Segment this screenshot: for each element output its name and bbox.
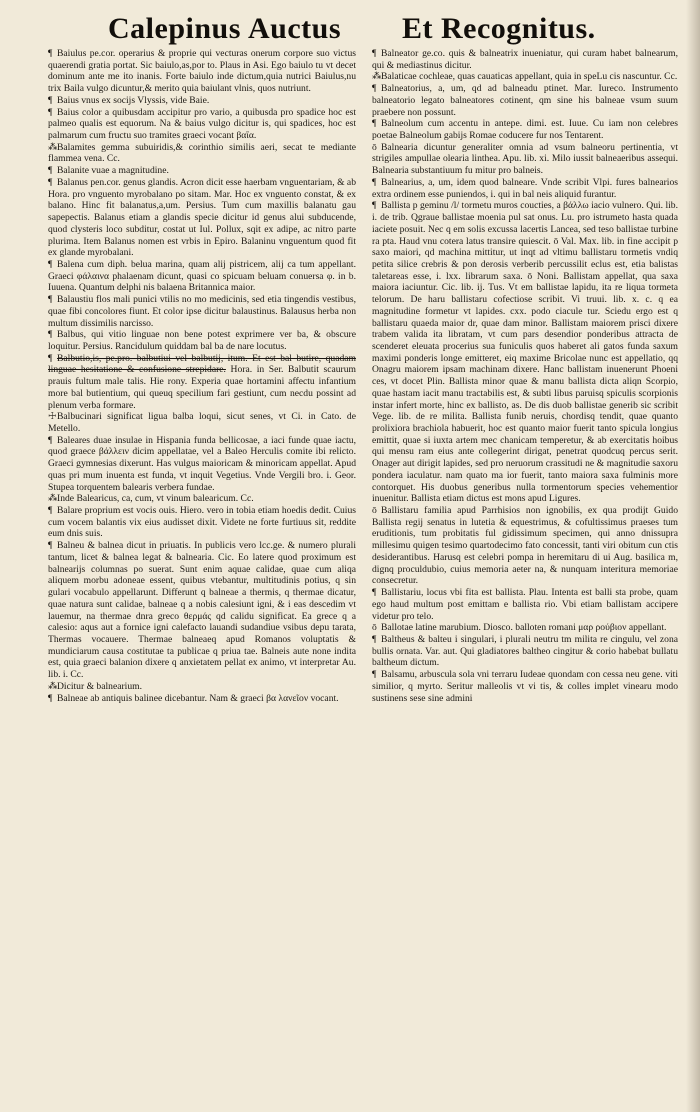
entry-text: Inde Balearicus, ca, cum, vt vinum balearicum. Cc. bbox=[57, 493, 254, 505]
entry-text: Balare proprium est vocis ouis. Hiero. vero in tobia etiam hoedis dedit. Cuius cum vocem balantis vix eius audisset dixit. Videte ne forte furtiuus sit, reddite eum dnis suis. bbox=[48, 505, 356, 540]
paragraph-mark-icon: ¶ bbox=[48, 540, 53, 552]
entry-text: Balneolum cum accentu in antepe. dimi. est. Iuue. Cu iam non celebres poetae Balneolum gabijs Romae coducere fur nos Tentarent. bbox=[372, 118, 678, 142]
entry-text: Balanus pen.cor. genus glandis. Acron dicit esse haerbam vnguentariam, & ab Hora. pro vnguento myrobalano po sitam. Mar. Hoc ex vnguento constat, & ex balano. Hinc fit balanatus,a,um. Persius. Tum cum maxillis balanatu gau sapepectis. Balanus etiam a glandis specie dicitur id genus alui subducende, quod clysteris loco subditur, costat ut Iul. Pollux, sqit ex adipe, ac nitro parte plurima. Item Balanus nomen est vrbis in Epiro. Balaninu vnguentum quod fit ex glande myrobalani. bbox=[48, 176, 356, 259]
dictionary-entry bbox=[48, 107, 356, 142]
entry-text: Balaustiu flos mali punici vtilis no mo medicinis, sed etia tingendis vestibus, quae fibi concolores fiunt. Et color ipse dicitur balaustinus. Balausus herba non multum dissimilis narcisso. bbox=[48, 294, 356, 329]
paragraph-mark-icon: ¶ bbox=[48, 692, 53, 704]
header-word-recognitus: Et Recognitus. bbox=[402, 12, 596, 45]
entry-text: Balbucinari significat ligua balba loqui, sicut senes, vt Ci. in Cato. de Metello. bbox=[48, 411, 356, 434]
entry-text: Balaticae cochleae, quas cauaticas appellant, quia in speLu cis nascuntur. Cc. bbox=[381, 71, 678, 83]
paragraph-mark-icon: ō bbox=[372, 141, 377, 153]
entry-text: Baius color a quibusdam accipitur pro vario, a quibusda pro spadice hoc est palmeo qualis est equorum. Na & baius vulgo dicitur is, qui spadices, hoc est palmarum cum fructu suo tramites graeci vocant βαΐα. bbox=[48, 106, 356, 142]
dictionary-entry bbox=[48, 540, 356, 681]
entry-text: Baius vnus ex socijs Vlyssis, vide Baie. bbox=[57, 94, 210, 106]
entry-text: Balneu & balnea dicut in priuatis. In publicis vero lcc.ge. & numero plurali tantum, licet & balnea legat & balnearia. Cic. Eo latere quod proximum est balnearijs columnas po suerat. Sunt enim aquae calidae, quae cum aliqa aliquem morbu adoneae essent, quibus vtebantur, multitudinis potius, q sin gulari vocabulo appellarunt. Differunt q balneae a thermis, q thermae dicatur, quae natura sunt calidae, balneae q a nobis calesiunt igni, & i eas descedim vt lauemur, na thermae dnra greco θερμάς qd calidu significat. Ea grece q a calesio: aqus aut a fornice igni calefacto lauandi sudandiue vsibus depu tarata, Thermas vocauere. Thermae balneaeq apud Romanos voluptatis & mundiciarum causa costitutae ta publicae q priua tae. Balneis aute none indita est, quia graeci balanion dixere q anxietatem pellat ex animo, vt interpretar Au. lib. i. Cc. bbox=[48, 540, 356, 681]
entry-text: Balneae ab antiquis balinee dicebantur. Nam & graeci βα λανεῖον vocant. bbox=[57, 692, 339, 704]
dictionary-entry bbox=[372, 634, 678, 669]
paragraph-mark-icon: ¶ bbox=[48, 94, 53, 106]
paragraph-mark-icon: ō bbox=[372, 505, 377, 517]
dictionary-entry bbox=[372, 177, 678, 200]
paragraph-mark-icon: ¶ bbox=[48, 505, 53, 517]
dictionary-entry bbox=[372, 622, 678, 634]
dictionary-entry bbox=[48, 493, 356, 505]
paragraph-mark-icon: ō bbox=[372, 622, 377, 634]
paragraph-mark-icon: ¶ bbox=[372, 48, 377, 59]
dictionary-entry bbox=[48, 435, 356, 494]
paragraph-mark-icon: ⁂ bbox=[48, 493, 58, 505]
header-word-auctus: Auctus bbox=[248, 12, 342, 45]
entry-text: Ballista p geminu /l/ tormetu muros coucties, a βάλλω iacio vulnero. Qui. lib. i. de trib. Qgraue ballistae moenia pul sat onus. Lu. pro istrumeto hasta quada iaciete posuit. Nec q em solis excussa lacertis Lancea, sed teso ballistae turbine ra pta. Haud vnu cotera latus transire quiescit. ō Val. Max. lib. in fine accipit p saxo maiori, qd machina mittitur, ut inqt ad vltimu ballistaru tormetis vndiq petita silice crebris & pon derosis verberib percussilit eclus est, etia balistas taletareas esse, i. lxx. librarum saxa. ō Noni. Ballistam appellat, qua saxa maiora iaciuntur. Cic. lib. ij. Tus. Vt em ballistae lapidu, ita re liqua tormeta telorum. De haru ballistaru cofectiose scribit. Vi truui. lib. x. c. q ea magnitudine formetur vt lapides. cxx. podo ciacule tur. Sciedu ergo est q ballistaru quaeda maior dr, quae dam minor. Ballistam maiorem prisci dixere trabem valida ita libratam, vt cum pars desendior ponderibus attracta de scenderet eleuata procerius sua funiculis quos haberet ali gatos funda saxum maximi ponderis longe emitteret, eiq maxime Bricolae nunc est appellatio, qq Onagru maiorem ipsam machinam dixere. Hanc ballistam inuenerunt Phoeni ces, vt docet Plin. Ballista minor quae & manu ballista dicta aliqn Scorpio, quae hastam iacit manu tractabilis est, & subti libus paruisq spiculis scorpionis instar infert morte, hinc ex ballisto, as. De dis duob ballistae generib sic scribit Vege. lib. de re milita. Ballista funib neruis, chordisq tendit, quae quanto prolixiora brachiola habuerit, hoc est quanto maior fuerit tanto spicula longius emittit, quae si iuxta artem mec chanicam temperetur, & ab exercitatis hoibus qui mensu ram eius ante collegerint dirigat, penetrat quodcuq percus serit. Onager aut dirigit lapides, sed pro neruorum crassitudi ne & magnitudie saxoru pondera iaculatur. nam quato ma ior fuerit, tanto maiora saxa fulminis more contorquet. His duobus generibus nulla tormentorum species vehementior inuenitur. Ballista etiam dictus est mons apud Ligures. bbox=[372, 200, 678, 505]
paragraph-mark-icon: ¶ bbox=[48, 294, 53, 306]
entry-text: Balnearia dicuntur generaliter omnia ad vsum balneoru pertinentia, vt strigiles ampullae olearia linthea. Apu. lib. xi. Milo iussit balneaeribus assequi. Balnearia substantiuum fu mitur pro balneis. bbox=[372, 141, 678, 177]
entry-text: Ballistariu, locus vbi fita est ballista. Plau. Intenta est balli sta probe, quam ego haud multum post emittam e ballista rio. Vbi etiam ballistam accipere videtur pro telo. bbox=[372, 587, 678, 622]
dictionary-entry bbox=[48, 353, 356, 412]
dictionary-entry bbox=[48, 48, 356, 95]
dictionary-entry bbox=[372, 200, 678, 505]
entry-text: Balbus, qui vitio linguae non bene potest exprimere ver ba, & obscure loquitur. Persius. Rancidulum quiddam bal ba de nare locutus. bbox=[48, 329, 356, 352]
dictionary-entry bbox=[372, 505, 678, 587]
entry-text: Baltheus & balteu i singulari, i plurali neutru tm milita re cingulu, vel zona bullis ornata. Var. aut. Qui gladiatores baltheo cingitur & corio habebat bullatu baltheum dictum. bbox=[372, 633, 678, 669]
dictionary-entry bbox=[48, 294, 356, 329]
paragraph-mark-icon: ¶ bbox=[372, 118, 377, 130]
dictionary-entry bbox=[48, 177, 356, 259]
paragraph-mark-icon: ¶ bbox=[372, 669, 377, 681]
entry-text: Balneatorius, a, um, qd ad balneadu ptinet. Mar. Iureco. Instrumento balneatorio legato balneatores cotinent, qm sine his balneae vsum suum praebere non possunt. bbox=[372, 83, 678, 118]
paragraph-mark-icon: ¶ bbox=[48, 48, 53, 59]
dictionary-entry bbox=[48, 681, 356, 693]
dictionary-entry bbox=[48, 329, 356, 352]
entry-text: Ballistaru familia apud Parrhisios non ignobilis, ex qua prodijt Guido Ballista regij senatus in lutetia & equestrimus, & cofultissimus praeses tum eruditionis, tum probitatis ful gidissimum specimen, qui anno dnissupra millesimu quigen tesimo quartodecimo fato concessit, tanti viri obitum cun ctis desiderantibus. Harusq est celebri pompa in heremitaru di ui Aug. basilica m, dignq proculdubio, cuius memoria aeter na, & nunquam interitura memoriae consecretur. bbox=[372, 505, 678, 587]
running-header bbox=[0, 6, 700, 50]
entry-text: Baiulus pe.cor. operarius & proprie qui vecturas onerum corpore suo victus quaerendi gratia portat. Sic baiulo,as,por to. Plaus in Asi. Ego baiulo tu vt decet dominum ante me ito inanis. Forte baiulo inde dictum,quia nutrici Baiulus,nu trix Baila vulgo dicuntur,& merito quia baiulant vlnis, quos nutriunt. bbox=[48, 48, 356, 95]
dictionary-entry bbox=[372, 83, 678, 118]
entry-text: Balanite vuae a magnitudine. bbox=[57, 165, 169, 177]
paragraph-mark-icon: ¶ bbox=[48, 352, 53, 364]
paragraph-mark-icon: ¶ bbox=[372, 633, 377, 645]
dictionary-entry bbox=[372, 587, 678, 622]
paragraph-mark-icon: ¶ bbox=[48, 434, 53, 446]
paragraph-mark-icon: ¶ bbox=[372, 83, 377, 95]
paragraph-mark-icon: ⁂ bbox=[48, 141, 58, 153]
paragraph-mark-icon: ¶ bbox=[48, 165, 53, 177]
paragraph-mark-icon: ¶ bbox=[48, 176, 53, 188]
entry-text: Balsamu, arbuscula sola vni terraru Iudeae quondam con cessa neu gene. viti similior, q myrto. Seritur malleolis vt vi tis, & colles implet vinearu modo sustinens sese sine admini bbox=[372, 669, 678, 704]
dictionary-entry bbox=[372, 71, 678, 83]
entry-text: Balena cum diph. belua marina, quam alij pistricem, alij ca tum appellant. Graeci φάλαινα phalaenam dicunt, quasi co spicuam beluam conuersa φ. in b. Iuuena. Quantum delphi nis balaena Britannica maior. bbox=[48, 258, 356, 294]
dictionary-entry bbox=[372, 669, 678, 704]
dictionary-entry bbox=[372, 142, 678, 177]
entry-text: Ballotae latine marubium. Diosco. balloten romani μαρ ρούβιον appellant. bbox=[381, 622, 667, 634]
paragraph-mark-icon: ¶ bbox=[372, 200, 377, 212]
paragraph-mark-icon: ¶ bbox=[372, 587, 377, 599]
paragraph-mark-icon: ⁂ bbox=[372, 71, 382, 83]
paragraph-mark-icon: ☩ bbox=[48, 411, 57, 423]
paragraph-mark-icon: ¶ bbox=[48, 329, 53, 341]
paragraph-mark-icon: ⁂ bbox=[48, 680, 58, 692]
dictionary-entry bbox=[48, 411, 356, 434]
dictionary-entry bbox=[48, 505, 356, 540]
dictionary-entry bbox=[48, 95, 356, 107]
right-column bbox=[372, 48, 678, 704]
paragraph-mark-icon: ¶ bbox=[48, 258, 53, 270]
dictionary-entry bbox=[48, 693, 356, 705]
dictionary-entry bbox=[372, 118, 678, 141]
dictionary-entry bbox=[48, 259, 356, 294]
entry-text: Balneator ge.co. quis & balneatrix inueniatur, qui curam habet balnearum, qui & mediastinus dicitur. bbox=[372, 48, 678, 71]
paragraph-mark-icon: ¶ bbox=[372, 176, 377, 188]
left-column bbox=[48, 48, 356, 704]
entry-text: Baleares duae insulae in Hispania funda bellicosae, a iaci funde quae iactu, quod graece βάλλειν dicim appellatae, vel a Baleo Herculis comite ibi relicto. Graeci gymnesias dixerunt. Has vulgus maioricam & minoricam appellat. Apud quas pri mum inuenta est funda, vt inquit Vegetius. Vnde Vergili bro. i. Geor. Stupea torquentem balearis verbera fundae. bbox=[48, 434, 356, 493]
dictionary-entry bbox=[48, 165, 356, 177]
dictionary-entry bbox=[48, 142, 356, 165]
entry-text: Dicitur & balnearium. bbox=[57, 680, 142, 692]
page-edge-shadow bbox=[686, 0, 700, 1112]
paragraph-mark-icon: ¶ bbox=[48, 106, 53, 118]
header-word-calepinus: Calepinus bbox=[108, 12, 241, 45]
dictionary-entry bbox=[372, 48, 678, 71]
entry-text: Balamites gemma subuiridis,& corinthio similis aeri, secat te mediante flammea vena. Cc. bbox=[48, 141, 356, 165]
entry-text: Balbutio,is, pe.pro. balbutiui vel balbutij, itum. Et est bal butire, quadam linguae hesitatione & confusione strepidare. Hora. in Ser. Balbutit scaurum prauis fultum male talis. Hie rony. Experia quae hortamini affectu infantium more bal butientium, qui queuq specilium fari gestiunt, cum necdu possint ad plenum verba formare. bbox=[48, 352, 356, 411]
entry-text: Balnearius, a, um, idem quod balneare. Vnde scribit Vlpi. fures balnearios extra ordinem esse puniendos, i. qui in bal neis aliquid furantur. bbox=[372, 176, 678, 200]
